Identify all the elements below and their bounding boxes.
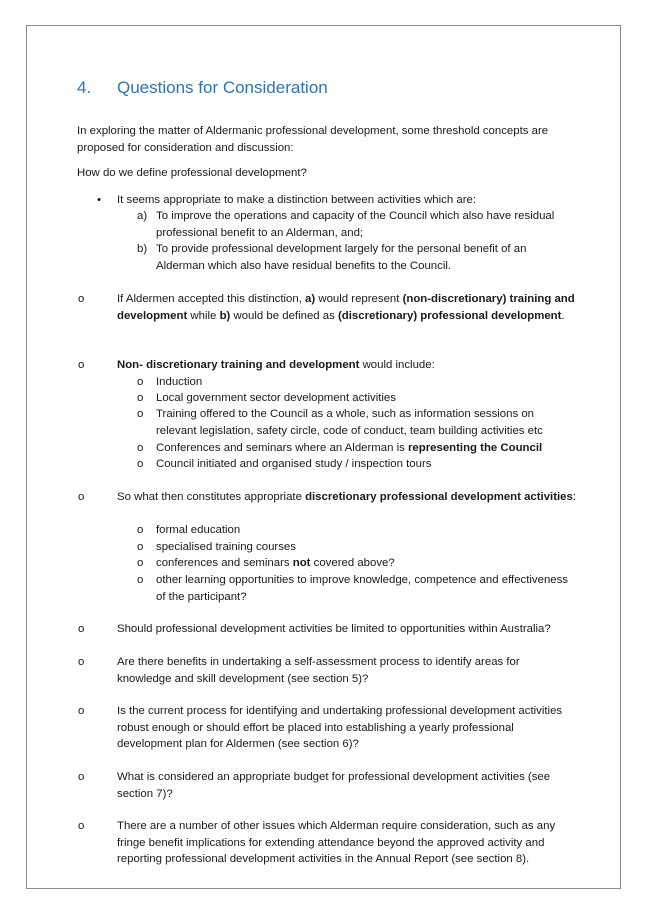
- sub-item-text: Induction: [156, 376, 203, 388]
- section-title: Questions for Consideration: [117, 78, 328, 97]
- circle-marker: o: [78, 293, 85, 305]
- text-run: So what then constitutes appropriate: [117, 491, 306, 503]
- section-number: 4.: [77, 78, 92, 97]
- sub-item-text: specialised training courses: [156, 541, 296, 553]
- text-run: conferences and seminars: [156, 557, 293, 569]
- sub-item-text: [156, 440, 576, 457]
- sub-item-text: Training offered to the Council as a whole, such as information sessions on relevant legislation, safety circle, code of conduct, team building activities etc: [156, 408, 543, 437]
- bold-run: (discretionary) professional development: [337, 309, 562, 322]
- non-discretionary-item: [117, 357, 577, 374]
- other-issues-item: There are a number of other issues which Alderman require consideration, such as any fringe benefit implications for extending attendance beyond the approved activity and reporting professional development activities in the Annual Report (see section 8).: [117, 820, 556, 866]
- circle-marker: o: [137, 376, 144, 388]
- sub-item-text: To improve the operations and capacity of the Council which also have residual professional benefit to an Alderman, and;: [156, 210, 555, 239]
- bold-run: a): [305, 293, 316, 305]
- text-run: .: [561, 309, 565, 322]
- text-run: Conferences and seminars where an Alderman is: [156, 442, 408, 454]
- bold-run: Non- discretionary training and development: [117, 359, 360, 371]
- bold-run: not: [292, 557, 311, 569]
- sub-item-marker: a): [137, 210, 148, 222]
- text-run: :: [572, 491, 577, 503]
- circle-marker: o: [137, 408, 144, 420]
- bold-run: (non-discretionary) training and development: [117, 293, 575, 322]
- sub-item-text: To provide professional development largely for the personal benefit of an Alderman which also have residual benefits to the Council.: [156, 243, 527, 272]
- sub-item-text: Local government sector development activities: [156, 392, 396, 404]
- bullet-text: It seems appropriate to make a distinction between activities which are:: [117, 194, 476, 206]
- process-item: Is the current process for identifying and undertaking professional development activities robust enough or should effort be placed into establishing a yearly professional development plan for Aldermen (see section 6)?: [117, 705, 563, 751]
- sub-item-text: Council initiated and organised study / inspection tours: [156, 458, 432, 470]
- definition-question: How do we define professional development?: [77, 167, 307, 179]
- text-run: would represent: [315, 293, 403, 305]
- text-run: covered above?: [310, 557, 395, 569]
- distinction-item: [117, 291, 577, 324]
- circle-marker: o: [137, 541, 144, 553]
- text-run: would include:: [359, 359, 435, 371]
- sub-item-marker: b): [137, 243, 148, 255]
- circle-marker: o: [137, 458, 144, 470]
- australia-item: Should professional development activities be limited to opportunities within Australia?: [117, 623, 551, 635]
- circle-marker: o: [78, 656, 85, 668]
- circle-marker: o: [137, 392, 144, 404]
- circle-marker: o: [137, 524, 144, 536]
- section-heading: [77, 77, 328, 99]
- text-run: If Aldermen accepted this distinction,: [117, 293, 306, 305]
- bold-run: b): [219, 309, 231, 322]
- circle-marker: o: [137, 574, 144, 586]
- circle-marker: o: [78, 705, 85, 717]
- text-run: while: [187, 309, 220, 322]
- self-assessment-item: Are there benefits in undertaking a self-assessment process to identify areas for knowledge and skill development (see section 5)?: [117, 656, 520, 685]
- sub-item-text: formal education: [156, 524, 241, 536]
- sub-item-text: [156, 555, 576, 572]
- circle-marker: o: [78, 820, 85, 832]
- bold-run: discretionary professional development activities: [305, 491, 573, 503]
- circle-marker: o: [78, 359, 85, 371]
- bold-run: representing the Council: [408, 442, 543, 454]
- sub-item-text: other learning opportunities to improve knowledge, competence and effectiveness of the participant?: [156, 574, 569, 603]
- budget-item: What is considered an appropriate budget for professional development activities (see section 7)?: [117, 771, 551, 800]
- circle-marker: o: [78, 771, 85, 783]
- circle-marker: o: [137, 442, 144, 454]
- circle-marker: o: [137, 557, 144, 569]
- text-run: would be defined as: [230, 309, 338, 322]
- circle-marker: o: [78, 491, 85, 503]
- circle-marker: o: [78, 623, 85, 635]
- intro-paragraph: In exploring the matter of Aldermanic professional development, some threshold concepts are proposed for consideration and discussion:: [77, 125, 549, 154]
- bullet-marker: •: [97, 194, 101, 206]
- discretionary-item: [117, 489, 577, 506]
